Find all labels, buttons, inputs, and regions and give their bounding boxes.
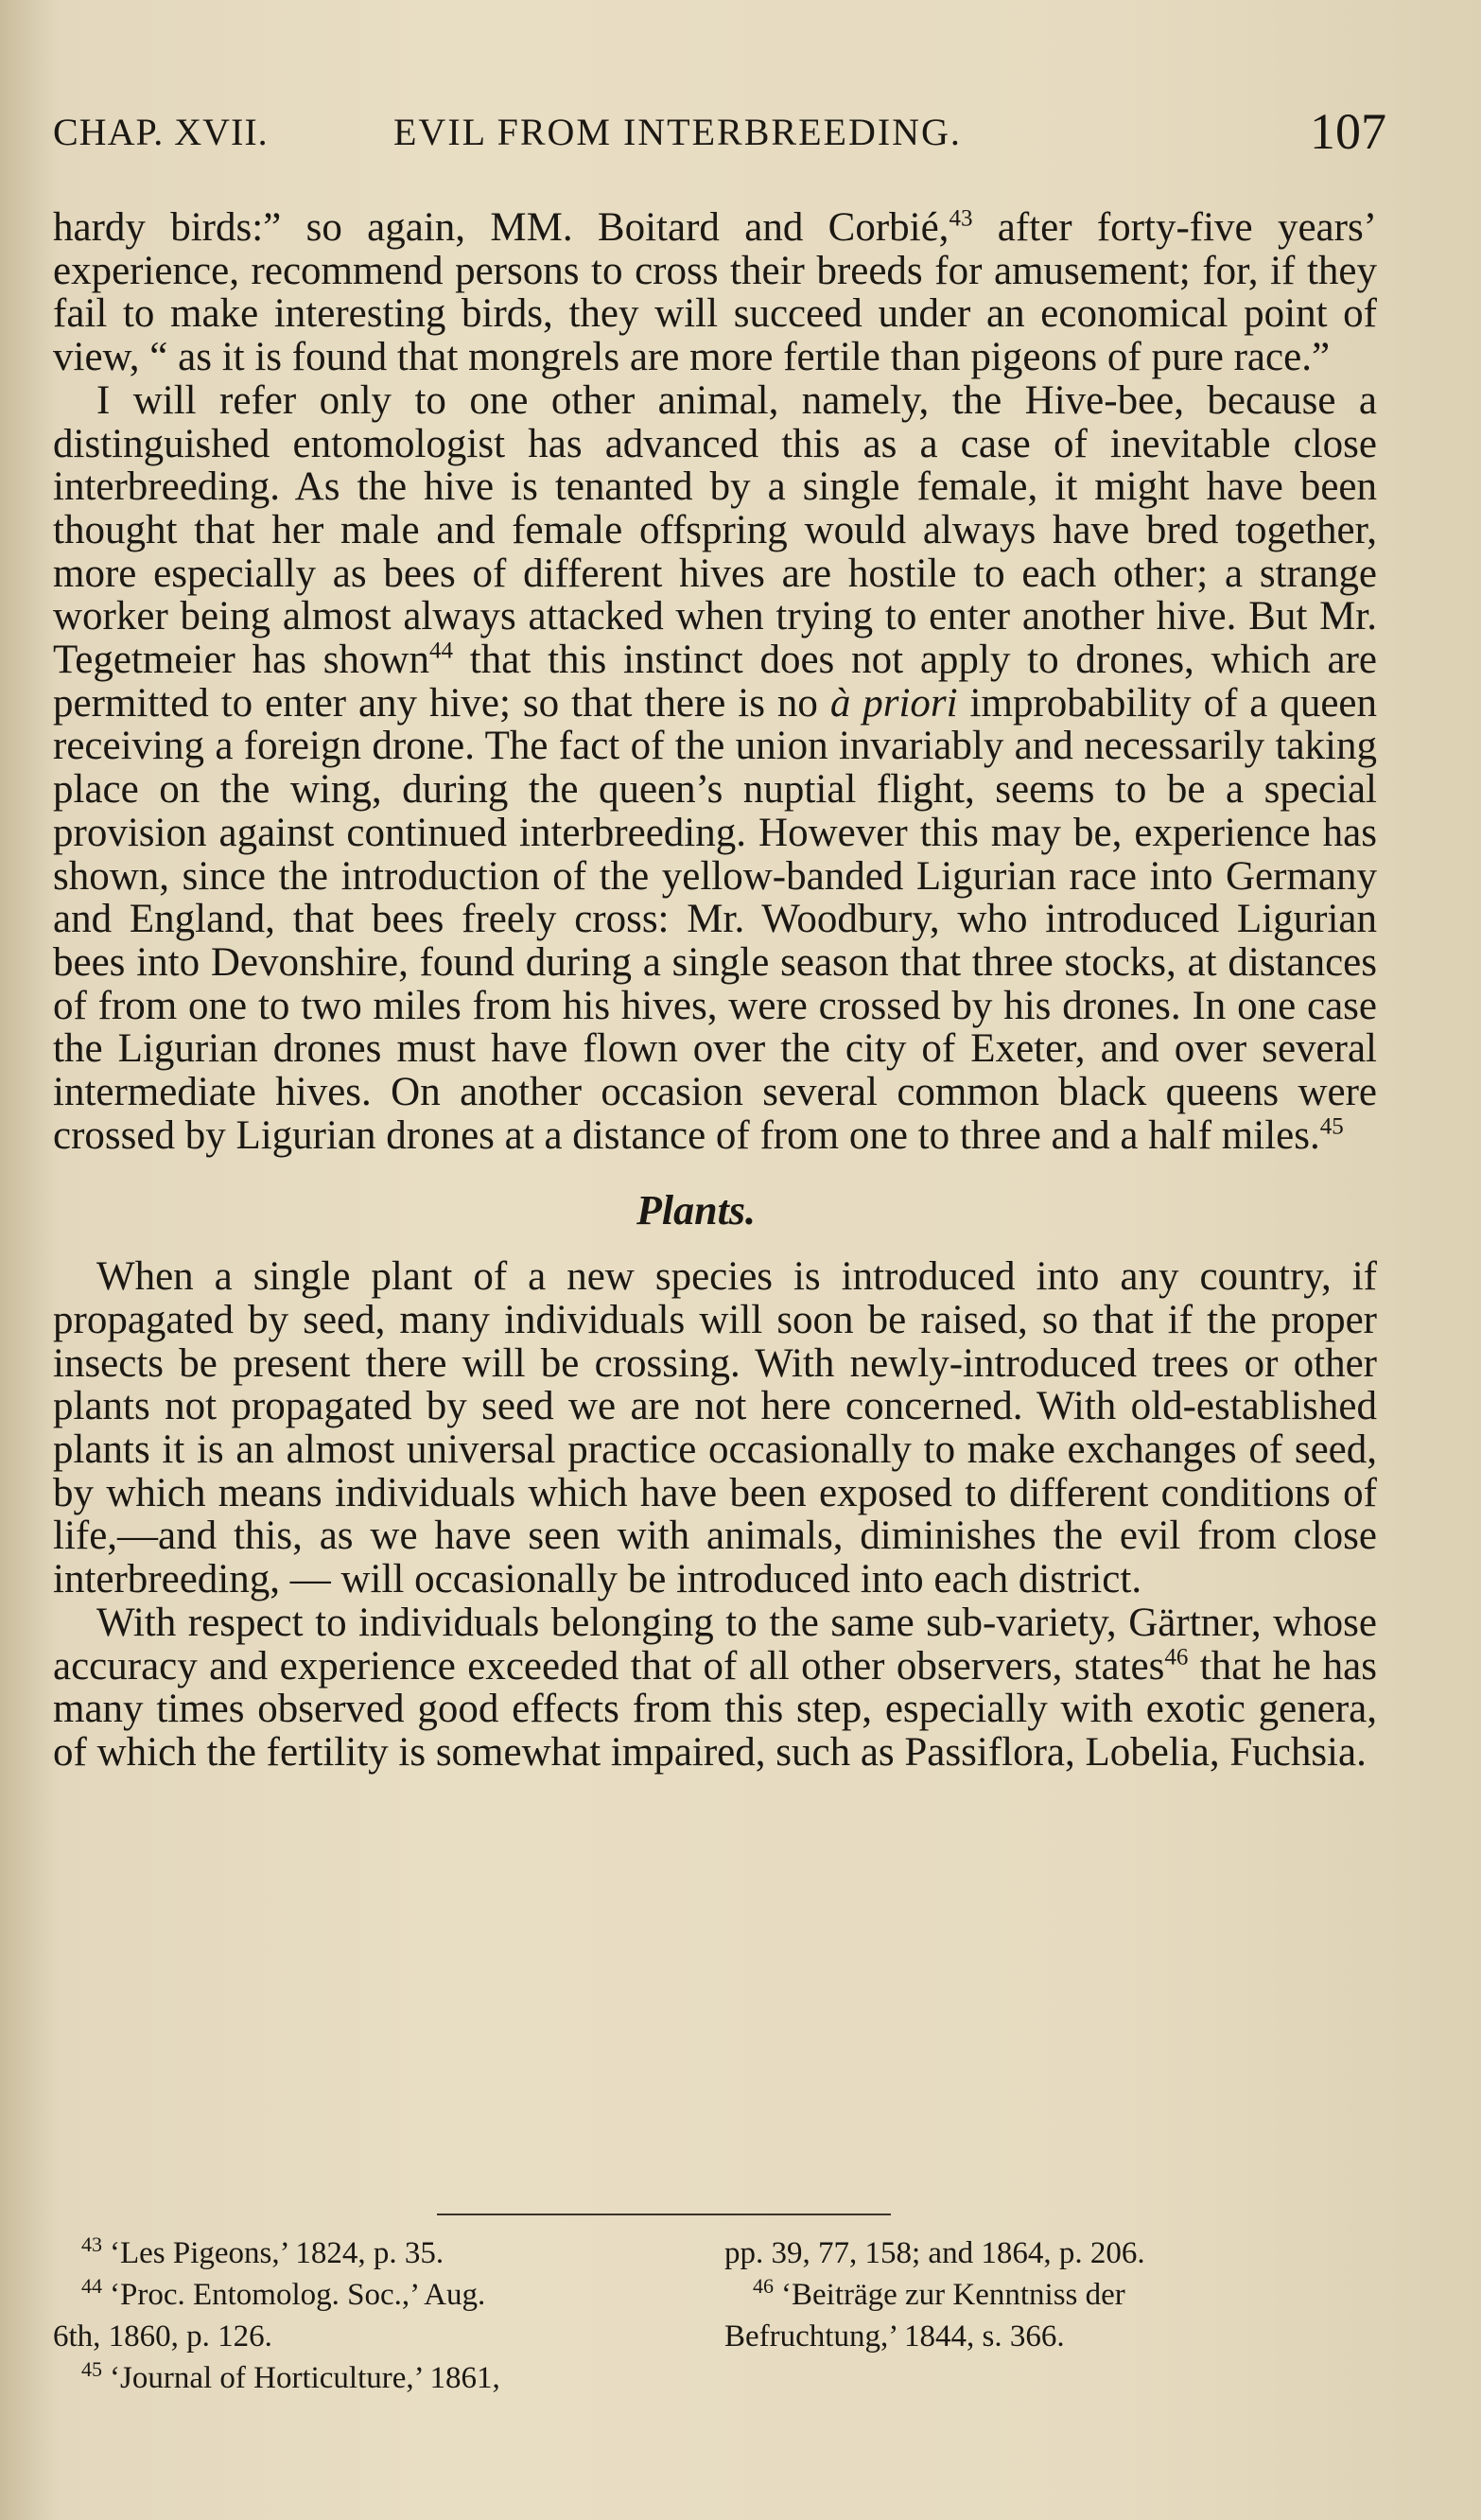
footnote-text: ‘Journal of Horticulture,’ 1861, <box>110 2361 500 2395</box>
footnote-text: ‘Proc. Entomolog. Soc.,’ Aug. <box>110 2278 486 2312</box>
text-run: that he has many times observed good effects from this step, especially with exotic genera, of which the fertility is somewhat impaired, such as Passiflora, Lobelia, Fuchsia. <box>53 1643 1377 1775</box>
body-text <box>53 206 1377 1775</box>
footnote-divider <box>437 2214 891 2215</box>
paragraph-2 <box>53 379 1377 1158</box>
footnote-44 <box>53 2274 677 2316</box>
page-number: 107 <box>1310 103 1386 160</box>
paragraph-3: When a single plant of a new species is introduced into any country, if propagated by seed, many individuals will soon be raised, so that if the proper insects be present there will be crossing. With newly-introduced trees or other plants not propagated by seed we are not here concerned. With old-established plants it is an almost universal practice occasionally to make exchanges of seed, by which means individuals which have been exposed to different conditions of life,—and this, as we have seen with animals, diminishes the evil from close interbreeding, — will occasionally be introduced into each district. <box>53 1254 1377 1602</box>
footnote-ref-46: 46 <box>1164 1644 1189 1671</box>
footnote-ref-43: 43 <box>949 205 973 232</box>
footnote-number: 44 <box>81 2274 102 2298</box>
footnote-ref-45: 45 <box>1319 1113 1344 1140</box>
chapter-label: CHAP. XVII. <box>53 111 269 153</box>
section-heading: Plants. <box>636 1187 756 1234</box>
running-header <box>53 102 1386 168</box>
text-run: that this instinct does not apply to drones, which are permitted to enter any hive; so that there is no <box>53 638 1377 726</box>
paragraph-4 <box>53 1601 1377 1775</box>
footnote-43 <box>53 2232 677 2274</box>
footnote-46-continued: Befruchtung,’ 1844, s. 366. <box>724 2319 1065 2354</box>
footnote-column-left <box>53 2232 677 2399</box>
running-title: EVIL FROM INTERBREEDING. <box>393 111 962 153</box>
footnote-number: 43 <box>81 2232 102 2256</box>
footnote-column-right <box>724 2232 1386 2357</box>
footnote-text: ‘Les Pigeons,’ 1824, p. 35. <box>110 2236 444 2270</box>
text-run: after forty-five years’ experience, recommend persons to cross their breeds for amusement; for, if they fail to make interesting birds, they will succeed under an economical point of view, “ as it is found that mongrels are more fertile than pigeons of pure race.” <box>53 205 1377 380</box>
footnote-ref-44: 44 <box>429 638 453 664</box>
text-run: I will refer only to one other animal, namely, the Hive-bee, because a distinguished entomologist has advanced this as a case of inevitable close interbreeding. As the hive is tenanted by a single female, it might have been thought that her male and female offspring would always have bred together, more especially as bees of different hives are hostile to each other; a strange worker being almost always attacked when trying to enter another hive. But Mr. Tegetmeier has shown <box>53 377 1377 683</box>
text-run: improbability of a queen receiving a foreign drone. The fact of the union invariably and necessarily taking place on the wing, during the queen’s nuptial flight, seems to be a special provision against continued interbreeding. However this may be, experience has shown, since the introduction of the yellow-banded Ligurian race into Germany and England, that bees freely cross: Mr. Woodbury, who introduced Ligurian bees into Devonshire, found during a single season that three stocks, at distances of from one to two miles from his hives, were crossed by his drones. In one case the Ligurian drones must have flown over the city of Exeter, and over several intermediate hives. On another occasion several common black queens were crossed by Ligurian drones at a distance of from one to three and a half miles. <box>53 680 1377 1158</box>
footnote-46 <box>724 2274 1386 2316</box>
footnote-45 <box>53 2357 677 2399</box>
footnote-number: 45 <box>81 2357 102 2381</box>
footnote-text: ‘Beiträge zur Kenntniss der <box>781 2278 1125 2312</box>
footnote-number: 46 <box>753 2274 774 2298</box>
italic-phrase: à priori <box>829 680 958 726</box>
text-run: With respect to individuals belonging to the same sub-variety, Gärtner, whose accuracy and experience exceeded that of all other observers, states <box>53 1600 1377 1689</box>
footnote-45-continued: pp. 39, 77, 158; and 1864, p. 206. <box>724 2236 1145 2270</box>
text-run: hardy birds:” so again, MM. Boitard and Corbié, <box>53 205 950 250</box>
paragraph-1 <box>53 206 1377 379</box>
footnote-44-continued: 6th, 1860, p. 126. <box>53 2319 272 2354</box>
